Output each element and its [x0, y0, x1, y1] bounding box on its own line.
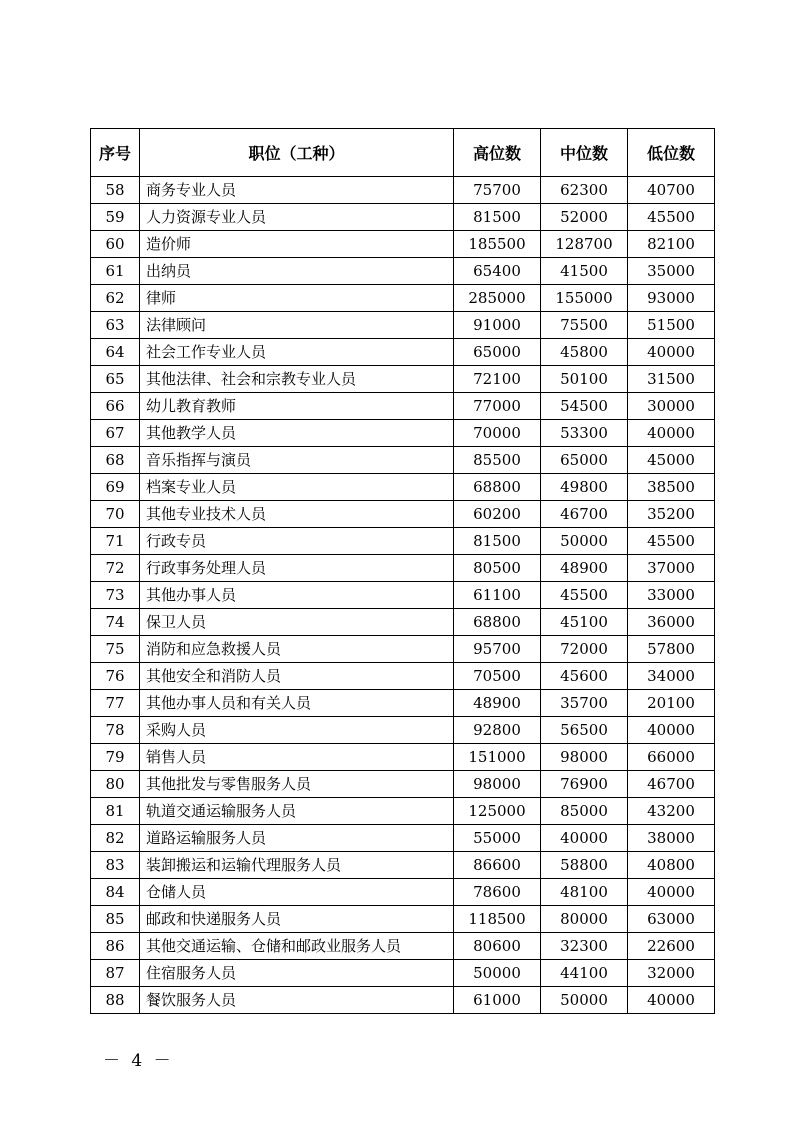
- high-value-cell: 70000: [454, 420, 541, 447]
- table-row: [91, 879, 715, 906]
- table-row: [91, 555, 715, 582]
- table-row: [91, 366, 715, 393]
- high-value-cell: 61100: [454, 582, 541, 609]
- job-title-cell: 音乐指挥与演员: [140, 447, 454, 474]
- high-value-cell: 95700: [454, 636, 541, 663]
- high-value-cell: 78600: [454, 879, 541, 906]
- low-value-cell: 33000: [628, 582, 715, 609]
- high-value-cell: 65400: [454, 258, 541, 285]
- low-value-cell: 57800: [628, 636, 715, 663]
- low-value-cell: 51500: [628, 312, 715, 339]
- median-value-cell: 75500: [541, 312, 628, 339]
- serial-number-cell: 82: [91, 825, 140, 852]
- job-title-cell: 档案专业人员: [140, 474, 454, 501]
- job-title-cell: 轨道交通运输服务人员: [140, 798, 454, 825]
- page-number: － 4 －: [103, 1051, 174, 1071]
- median-value-cell: 44100: [541, 960, 628, 987]
- table-row: [91, 393, 715, 420]
- low-value-cell: 63000: [628, 906, 715, 933]
- high-value-cell: 48900: [454, 690, 541, 717]
- serial-number-cell: 67: [91, 420, 140, 447]
- high-value-cell: 85500: [454, 447, 541, 474]
- serial-number-cell: 74: [91, 609, 140, 636]
- serial-number-cell: 69: [91, 474, 140, 501]
- low-value-cell: 40000: [628, 339, 715, 366]
- median-value-cell: 56500: [541, 717, 628, 744]
- job-title-cell: 造价师: [140, 231, 454, 258]
- serial-number-cell: 63: [91, 312, 140, 339]
- low-value-cell: 32000: [628, 960, 715, 987]
- median-value-cell: 50100: [541, 366, 628, 393]
- table-row: [91, 420, 715, 447]
- low-value-cell: 38000: [628, 825, 715, 852]
- job-title-cell: 装卸搬运和运输代理服务人员: [140, 852, 454, 879]
- serial-number-cell: 73: [91, 582, 140, 609]
- serial-number-cell: 78: [91, 717, 140, 744]
- median-value-cell: 45800: [541, 339, 628, 366]
- serial-number-cell: 72: [91, 555, 140, 582]
- job-title-cell: 住宿服务人员: [140, 960, 454, 987]
- table-row: [91, 204, 715, 231]
- table-row: [91, 258, 715, 285]
- job-title-cell: 法律顾问: [140, 312, 454, 339]
- low-value-cell: 36000: [628, 609, 715, 636]
- low-value-cell: 45500: [628, 204, 715, 231]
- median-value-cell: 41500: [541, 258, 628, 285]
- table-row: [91, 717, 715, 744]
- serial-number-cell: 87: [91, 960, 140, 987]
- median-value-cell: 128700: [541, 231, 628, 258]
- low-value-cell: 34000: [628, 663, 715, 690]
- serial-number-cell: 76: [91, 663, 140, 690]
- low-value-cell: 20100: [628, 690, 715, 717]
- low-value-cell: 40800: [628, 852, 715, 879]
- table-row: [91, 447, 715, 474]
- median-value-cell: 65000: [541, 447, 628, 474]
- median-value-cell: 35700: [541, 690, 628, 717]
- table-row: [91, 663, 715, 690]
- header-low-percentile: 低位数: [628, 129, 715, 177]
- table-body: [91, 177, 715, 1014]
- median-value-cell: 46700: [541, 501, 628, 528]
- high-value-cell: 75700: [454, 177, 541, 204]
- table-row: [91, 312, 715, 339]
- median-value-cell: 50000: [541, 528, 628, 555]
- high-value-cell: 92800: [454, 717, 541, 744]
- serial-number-cell: 58: [91, 177, 140, 204]
- median-value-cell: 62300: [541, 177, 628, 204]
- low-value-cell: 93000: [628, 285, 715, 312]
- job-title-cell: 保卫人员: [140, 609, 454, 636]
- low-value-cell: 43200: [628, 798, 715, 825]
- header-serial-number: 序号: [91, 129, 140, 177]
- job-title-cell: 其他办事人员和有关人员: [140, 690, 454, 717]
- low-value-cell: 35000: [628, 258, 715, 285]
- median-value-cell: 80000: [541, 906, 628, 933]
- job-title-cell: 销售人员: [140, 744, 454, 771]
- low-value-cell: 30000: [628, 393, 715, 420]
- serial-number-cell: 66: [91, 393, 140, 420]
- high-value-cell: 81500: [454, 204, 541, 231]
- high-value-cell: 81500: [454, 528, 541, 555]
- job-title-cell: 其他安全和消防人员: [140, 663, 454, 690]
- job-title-cell: 仓储人员: [140, 879, 454, 906]
- serial-number-cell: 81: [91, 798, 140, 825]
- job-title-cell: 其他专业技术人员: [140, 501, 454, 528]
- high-value-cell: 65000: [454, 339, 541, 366]
- serial-number-cell: 80: [91, 771, 140, 798]
- job-title-cell: 消防和应急救援人员: [140, 636, 454, 663]
- high-value-cell: 80500: [454, 555, 541, 582]
- median-value-cell: 48100: [541, 879, 628, 906]
- high-value-cell: 185500: [454, 231, 541, 258]
- low-value-cell: 82100: [628, 231, 715, 258]
- high-value-cell: 61000: [454, 987, 541, 1014]
- header-job-title: 职位（工种）: [140, 129, 454, 177]
- low-value-cell: 31500: [628, 366, 715, 393]
- median-value-cell: 45600: [541, 663, 628, 690]
- table-row: [91, 285, 715, 312]
- table-row: [91, 177, 715, 204]
- table-row: [91, 474, 715, 501]
- table-row: [91, 933, 715, 960]
- median-value-cell: 85000: [541, 798, 628, 825]
- job-title-cell: 餐饮服务人员: [140, 987, 454, 1014]
- header-high-percentile: 高位数: [454, 129, 541, 177]
- high-value-cell: 60200: [454, 501, 541, 528]
- job-title-cell: 其他交通运输、仓储和邮政业服务人员: [140, 933, 454, 960]
- serial-number-cell: 83: [91, 852, 140, 879]
- table-row: [91, 231, 715, 258]
- serial-number-cell: 60: [91, 231, 140, 258]
- table-row: [91, 987, 715, 1014]
- median-value-cell: 72000: [541, 636, 628, 663]
- salary-table: [90, 128, 715, 1014]
- high-value-cell: 86600: [454, 852, 541, 879]
- low-value-cell: 40000: [628, 987, 715, 1014]
- low-value-cell: 35200: [628, 501, 715, 528]
- serial-number-cell: 86: [91, 933, 140, 960]
- low-value-cell: 45000: [628, 447, 715, 474]
- job-title-cell: 其他教学人员: [140, 420, 454, 447]
- table-row: [91, 609, 715, 636]
- serial-number-cell: 75: [91, 636, 140, 663]
- median-value-cell: 76900: [541, 771, 628, 798]
- serial-number-cell: 85: [91, 906, 140, 933]
- job-title-cell: 出纳员: [140, 258, 454, 285]
- low-value-cell: 40000: [628, 879, 715, 906]
- low-value-cell: 40000: [628, 420, 715, 447]
- job-title-cell: 道路运输服务人员: [140, 825, 454, 852]
- median-value-cell: 58800: [541, 852, 628, 879]
- serial-number-cell: 71: [91, 528, 140, 555]
- high-value-cell: 91000: [454, 312, 541, 339]
- job-title-cell: 幼儿教育教师: [140, 393, 454, 420]
- low-value-cell: 66000: [628, 744, 715, 771]
- median-value-cell: 155000: [541, 285, 628, 312]
- median-value-cell: 49800: [541, 474, 628, 501]
- table-row: [91, 852, 715, 879]
- table-row: [91, 906, 715, 933]
- median-value-cell: 45100: [541, 609, 628, 636]
- job-title-cell: 人力资源专业人员: [140, 204, 454, 231]
- job-title-cell: 其他办事人员: [140, 582, 454, 609]
- table-row: [91, 798, 715, 825]
- table-row: [91, 825, 715, 852]
- median-value-cell: 48900: [541, 555, 628, 582]
- high-value-cell: 50000: [454, 960, 541, 987]
- low-value-cell: 40700: [628, 177, 715, 204]
- job-title-cell: 律师: [140, 285, 454, 312]
- high-value-cell: 72100: [454, 366, 541, 393]
- table-row: [91, 636, 715, 663]
- table-row: [91, 960, 715, 987]
- job-title-cell: 采购人员: [140, 717, 454, 744]
- median-value-cell: 32300: [541, 933, 628, 960]
- low-value-cell: 37000: [628, 555, 715, 582]
- serial-number-cell: 77: [91, 690, 140, 717]
- job-title-cell: 邮政和快递服务人员: [140, 906, 454, 933]
- high-value-cell: 151000: [454, 744, 541, 771]
- high-value-cell: 285000: [454, 285, 541, 312]
- table-row: [91, 771, 715, 798]
- high-value-cell: 68800: [454, 609, 541, 636]
- job-title-cell: 行政事务处理人员: [140, 555, 454, 582]
- low-value-cell: 22600: [628, 933, 715, 960]
- high-value-cell: 98000: [454, 771, 541, 798]
- table-row: [91, 582, 715, 609]
- median-value-cell: 54500: [541, 393, 628, 420]
- median-value-cell: 98000: [541, 744, 628, 771]
- low-value-cell: 45500: [628, 528, 715, 555]
- high-value-cell: 55000: [454, 825, 541, 852]
- serial-number-cell: 59: [91, 204, 140, 231]
- low-value-cell: 46700: [628, 771, 715, 798]
- serial-number-cell: 61: [91, 258, 140, 285]
- job-title-cell: 商务专业人员: [140, 177, 454, 204]
- high-value-cell: 70500: [454, 663, 541, 690]
- job-title-cell: 社会工作专业人员: [140, 339, 454, 366]
- serial-number-cell: 79: [91, 744, 140, 771]
- serial-number-cell: 88: [91, 987, 140, 1014]
- table-row: [91, 501, 715, 528]
- serial-number-cell: 65: [91, 366, 140, 393]
- high-value-cell: 125000: [454, 798, 541, 825]
- serial-number-cell: 70: [91, 501, 140, 528]
- median-value-cell: 53300: [541, 420, 628, 447]
- header-median: 中位数: [541, 129, 628, 177]
- median-value-cell: 52000: [541, 204, 628, 231]
- low-value-cell: 40000: [628, 717, 715, 744]
- job-title-cell: 其他法律、社会和宗教专业人员: [140, 366, 454, 393]
- serial-number-cell: 62: [91, 285, 140, 312]
- serial-number-cell: 64: [91, 339, 140, 366]
- median-value-cell: 40000: [541, 825, 628, 852]
- low-value-cell: 38500: [628, 474, 715, 501]
- median-value-cell: 45500: [541, 582, 628, 609]
- table-row: [91, 339, 715, 366]
- table-row: [91, 744, 715, 771]
- job-title-cell: 行政专员: [140, 528, 454, 555]
- serial-number-cell: 84: [91, 879, 140, 906]
- table-row: [91, 690, 715, 717]
- table-header-row: [91, 129, 715, 177]
- table-row: [91, 528, 715, 555]
- median-value-cell: 50000: [541, 987, 628, 1014]
- job-title-cell: 其他批发与零售服务人员: [140, 771, 454, 798]
- serial-number-cell: 68: [91, 447, 140, 474]
- high-value-cell: 118500: [454, 906, 541, 933]
- high-value-cell: 68800: [454, 474, 541, 501]
- high-value-cell: 80600: [454, 933, 541, 960]
- high-value-cell: 77000: [454, 393, 541, 420]
